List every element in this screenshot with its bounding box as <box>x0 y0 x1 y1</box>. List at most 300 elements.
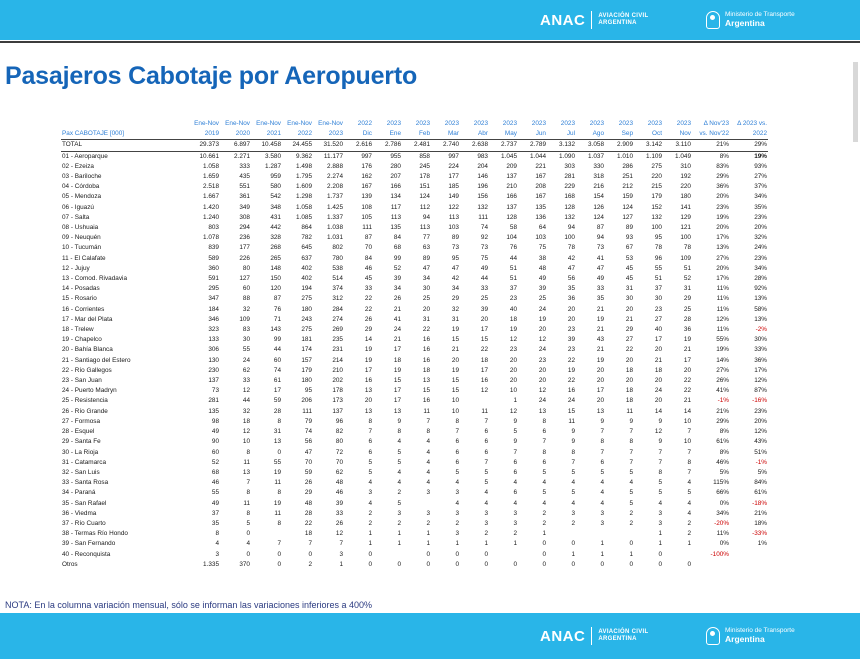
table-cell: 2 <box>513 530 517 538</box>
table-cell: 32% <box>754 234 767 242</box>
table-cell: 9 <box>513 417 517 425</box>
table-cell: 20 <box>596 366 604 374</box>
table-cell: 58 <box>509 224 517 232</box>
table-cell: 214 <box>332 356 343 364</box>
table-cell: 168 <box>564 193 575 201</box>
table-cell: 47 <box>422 264 430 272</box>
table-cell: 89 <box>625 224 633 232</box>
table-cell: 3 <box>484 509 488 517</box>
table-cell: 178 <box>419 173 430 181</box>
table-cell: 20 <box>538 366 546 374</box>
table-cell: 52 <box>211 458 219 466</box>
column-header: 2019 <box>204 130 219 138</box>
table-cell: 4 <box>368 479 372 487</box>
vertical-scrollbar[interactable] <box>853 62 858 142</box>
table-cell: 29.373 <box>189 140 220 151</box>
table-cell: 280 <box>390 162 401 170</box>
table-cell: 21% <box>716 407 729 415</box>
table-cell: 99 <box>273 336 281 344</box>
table-cell: 8 <box>629 438 633 446</box>
table-cell: 55 <box>242 346 250 354</box>
table-cell: 2.274 <box>327 173 343 181</box>
table-cell: 5 <box>397 448 401 456</box>
table-cell: 141 <box>680 203 691 211</box>
table-cell: 10 <box>683 417 691 425</box>
table-cell: 38 <box>538 254 546 262</box>
table-cell: 10.458 <box>251 140 282 151</box>
table-cell <box>460 396 489 406</box>
table-cell: 35% <box>754 203 767 211</box>
table-cell: 8 <box>542 448 546 456</box>
table-cell: 61% <box>754 489 767 497</box>
table-cell: 215 <box>651 183 662 191</box>
table-cell: 12 <box>538 387 546 395</box>
table-cell: 9 <box>600 417 604 425</box>
table-cell: 9 <box>397 417 401 425</box>
table-cell: 8 <box>542 417 546 425</box>
table-cell: 4 <box>215 540 219 548</box>
table-cell: 1 <box>426 530 430 538</box>
table-row <box>61 478 768 488</box>
table-cell: 2 <box>397 489 401 497</box>
table-cell: 23 <box>567 346 575 354</box>
table-cell: 4 <box>542 479 546 487</box>
table-cell: 35 <box>596 295 604 303</box>
table-cell: 45 <box>625 275 633 283</box>
table-cell: 9 <box>629 417 633 425</box>
table-cell: 538 <box>332 264 343 272</box>
table-cell: 19 <box>538 315 546 323</box>
table-cell: 2.789 <box>518 140 547 151</box>
table-cell: 780 <box>332 254 343 262</box>
table-cell: 21 <box>393 336 401 344</box>
table-cell: 18 <box>509 315 517 323</box>
table-cell: 58% <box>754 305 767 313</box>
table-row <box>61 356 768 366</box>
table-cell: 7 <box>629 448 633 456</box>
table-cell: 113 <box>390 213 401 221</box>
table-cell: 6 <box>484 428 488 436</box>
table-cell: 1.335 <box>203 560 219 568</box>
table-cell: 18 <box>625 366 633 374</box>
table-cell: 1 <box>368 540 372 548</box>
column-header: May <box>504 130 517 138</box>
table-cell: 143 <box>270 326 281 334</box>
table-cell: 864 <box>301 224 312 232</box>
table-cell: 20 <box>538 377 546 385</box>
table-cell: 0 <box>455 560 459 568</box>
table-cell: 959 <box>270 173 281 181</box>
table-cell: 104 <box>506 234 517 242</box>
table-cell: 13 <box>242 468 250 476</box>
table-cell: 10 <box>451 407 459 415</box>
table-cell: 274 <box>332 315 343 323</box>
table-cell: 5 <box>571 468 575 476</box>
table-cell: 0 <box>368 550 372 558</box>
table-cell: 21 <box>393 305 401 313</box>
table-cell: 3 <box>455 530 459 538</box>
ministry-text <box>725 11 795 29</box>
table-cell: 5 <box>513 428 517 436</box>
table-cell: 111 <box>478 213 488 221</box>
table-cell <box>373 550 402 560</box>
table-cell: 1 <box>513 397 517 405</box>
table-cell: 2 <box>571 519 575 527</box>
table-cell: 22 <box>304 519 312 527</box>
table-cell: 19 <box>451 326 459 334</box>
table-cell: 139 <box>361 193 372 201</box>
table-cell: 17 <box>393 397 401 405</box>
table-cell: 30 <box>242 336 250 344</box>
table-cell: 4 <box>484 489 488 497</box>
table-cell: 18 <box>422 366 430 374</box>
table-row <box>61 437 768 447</box>
table-cell: 210 <box>332 366 343 374</box>
table-cell: 42 <box>451 275 459 283</box>
column-header: 2023 <box>647 120 662 127</box>
footer-anac-logo <box>540 616 648 656</box>
airport-name-cell: 37 - Río Cuarto <box>62 519 106 527</box>
table-cell: 4 <box>687 509 691 517</box>
table-cell: 1.298 <box>296 193 312 201</box>
table-cell: 11 <box>243 499 250 507</box>
table-cell: 3 <box>658 509 662 517</box>
table-cell: 308 <box>239 213 250 221</box>
airport-name-cell: 02 - Ezeiza <box>62 162 94 170</box>
table-cell: 51 <box>654 275 662 283</box>
table-cell: 75 <box>480 254 488 262</box>
table-cell: 87 <box>273 295 281 303</box>
table-cell: 40 <box>654 326 662 334</box>
table-cell: 22 <box>364 295 372 303</box>
table-cell: 4 <box>687 499 691 507</box>
table-cell: 5 <box>368 458 372 466</box>
table-cell: 80 <box>335 438 343 446</box>
table-row <box>61 172 768 182</box>
table-cell: 15 <box>451 387 459 395</box>
table-cell: 41% <box>716 387 729 395</box>
table-cell: 87 <box>364 234 372 242</box>
table-cell: 1.795 <box>296 173 312 181</box>
table-cell: 20 <box>509 366 517 374</box>
table-cell: 181 <box>301 336 312 344</box>
table-cell: 63 <box>422 244 430 252</box>
table-row <box>61 458 768 468</box>
bottom-banner <box>0 613 860 659</box>
airport-name-cell: 03 - Bariloche <box>62 173 102 181</box>
table-cell: 1.085 <box>296 213 312 221</box>
table-cell: 5 <box>246 519 250 527</box>
coat-of-arms-icon <box>706 11 720 29</box>
table-cell: 22 <box>480 346 488 354</box>
table-cell: 80 <box>242 264 250 272</box>
table-cell: 7 <box>571 458 575 466</box>
table-cell: 1.037 <box>588 152 604 160</box>
airport-name-cell: 27 - Formosa <box>62 417 101 425</box>
table-cell: 21 <box>625 315 633 323</box>
table-cell: 3 <box>339 550 343 558</box>
table-cell: 47 <box>596 264 604 272</box>
table-cell: -18% <box>752 499 767 507</box>
table-cell: 5% <box>719 468 729 476</box>
table-cell: 49 <box>480 264 488 272</box>
table-cell: 3.580 <box>265 152 281 160</box>
table-cell: 1.049 <box>675 152 691 160</box>
table-cell: 3 <box>658 519 662 527</box>
table-cell: 28 <box>273 407 281 415</box>
table-cell: 6 <box>600 458 604 466</box>
table-cell: 33 <box>242 377 250 385</box>
table-cell: 167 <box>361 183 372 191</box>
table-cell: 3.132 <box>547 140 576 151</box>
header-divider <box>0 41 860 43</box>
table-cell: 5% <box>757 468 767 476</box>
table-cell: 983 <box>477 152 488 160</box>
airport-name-cell: 06 - Iguazú <box>62 203 94 211</box>
column-header: Ene-Nov <box>194 120 219 127</box>
table-cell: 17 <box>596 387 604 395</box>
footer-ministry-line1: Ministerio de Transporte <box>725 627 795 634</box>
table-cell: 15 <box>567 407 575 415</box>
table-cell: 1.498 <box>296 162 312 170</box>
table-cell: 269 <box>332 326 343 334</box>
table-cell: 3 <box>513 519 517 527</box>
table-cell: 24% <box>754 244 767 252</box>
table-cell: 29 <box>451 295 459 303</box>
table-cell: 6 <box>513 489 517 497</box>
table-cell: 74 <box>480 224 488 232</box>
table-row <box>61 519 768 529</box>
table-cell: 1 <box>629 550 633 558</box>
table-cell: 36% <box>716 183 729 191</box>
table-cell: 19% <box>754 152 767 160</box>
table-cell: 49 <box>211 428 219 436</box>
table-cell: 1.287 <box>265 162 281 170</box>
table-cell: 8 <box>571 448 575 456</box>
table-cell: 23% <box>754 213 767 221</box>
footer-ministry-text <box>725 627 795 645</box>
table-cell: 12 <box>509 336 517 344</box>
table-cell: 310 <box>680 162 691 170</box>
table-cell: 2.740 <box>431 140 460 151</box>
table-cell: 76 <box>509 244 517 252</box>
table-cell: 103 <box>535 234 546 242</box>
table-cell: 275 <box>301 295 312 303</box>
table-cell: 55 <box>654 264 662 272</box>
table-cell: 2 <box>426 519 430 527</box>
table-cell: 1.010 <box>617 152 633 160</box>
table-cell: 55% <box>716 336 729 344</box>
table-cell: 17% <box>754 366 767 374</box>
table-row <box>61 182 768 192</box>
table-cell: 3.110 <box>663 140 692 151</box>
table-cell: 35 <box>211 519 219 527</box>
table-cell: 60 <box>211 448 219 456</box>
table-cell: 4 <box>513 479 517 487</box>
table-cell: 44 <box>480 275 488 283</box>
table-cell: 589 <box>208 254 219 262</box>
table-cell: 11 <box>243 458 250 466</box>
table-cell: 49 <box>596 275 604 283</box>
column-header: Sep <box>621 130 633 138</box>
table-cell: 22 <box>625 346 633 354</box>
table-cell: 17 <box>683 356 691 364</box>
table-cell: 48 <box>304 499 312 507</box>
table-cell: 43% <box>754 438 767 446</box>
table-cell: 0 <box>542 540 546 548</box>
table-cell: 333 <box>239 162 250 170</box>
table-cell: 45 <box>364 275 372 283</box>
column-header: Abr <box>478 130 488 138</box>
table-cell: 1.240 <box>203 213 219 221</box>
airport-name-cell: Otros <box>62 560 78 568</box>
table-cell: 82 <box>335 428 343 436</box>
column-header: 2021 <box>266 130 281 138</box>
table-cell: 20 <box>654 377 662 385</box>
table-cell: 1 <box>339 560 343 568</box>
table-cell: 134 <box>390 193 401 201</box>
column-header: 2023 <box>444 120 459 127</box>
table-cell: 2 <box>308 560 312 568</box>
table-cell: 72 <box>335 448 343 456</box>
table-cell: 2 <box>455 519 459 527</box>
table-cell: 275 <box>651 162 662 170</box>
table-cell: 17 <box>654 336 662 344</box>
table-cell: 21 <box>683 397 691 405</box>
table-cell: 8% <box>719 428 729 436</box>
table-cell: 7 <box>277 540 281 548</box>
table-cell: 52 <box>393 264 401 272</box>
table-cell: 20 <box>596 377 604 385</box>
table-cell: 2.208 <box>327 183 343 191</box>
table-cell: 89 <box>422 254 430 262</box>
table-cell: 229 <box>564 183 575 191</box>
table-cell: 0 <box>426 560 430 568</box>
table-cell: 31 <box>422 315 430 323</box>
table-cell: -1% <box>717 397 729 405</box>
table-cell: 1 <box>658 530 662 538</box>
table-cell: 16 <box>567 387 575 395</box>
table-cell: 8% <box>719 152 729 160</box>
table-cell: 94 <box>422 213 430 221</box>
table-cell: 1.031 <box>327 234 343 242</box>
table-cell: 20 <box>654 397 662 405</box>
table-cell: -16% <box>752 397 767 405</box>
table-cell: 220 <box>680 183 691 191</box>
table-cell: 1 <box>687 540 691 548</box>
table-row <box>61 417 768 427</box>
table-cell: 62 <box>242 366 250 374</box>
airport-name-cell: 28 - Esquel <box>62 428 95 436</box>
table-cell: 1.038 <box>327 224 343 232</box>
table-cell: 126 <box>593 203 604 211</box>
table-cell: 5 <box>571 489 575 497</box>
table-cell: 0 <box>571 560 575 568</box>
airport-name-cell: 08 - Ushuaia <box>62 224 99 232</box>
table-cell: 7 <box>687 468 691 476</box>
table-cell: 56 <box>567 275 575 283</box>
anac-logo-text: ANAC <box>540 11 586 29</box>
table-cell: 11% <box>716 305 729 313</box>
table-cell: 5 <box>542 489 546 497</box>
column-header: Ene-Nov <box>256 120 281 127</box>
table-cell: 130 <box>208 356 219 364</box>
table-cell: 2 <box>368 519 372 527</box>
table-cell: 0 <box>542 550 546 558</box>
table-cell: 108 <box>361 203 372 211</box>
table-cell: 20 <box>480 315 488 323</box>
table-cell: 9.362 <box>296 152 312 160</box>
column-header: Jul <box>566 130 575 138</box>
table-cell: 6.897 <box>220 140 251 151</box>
table-cell: 35 <box>567 285 575 293</box>
column-header: 2020 <box>235 130 250 138</box>
table-cell: 100 <box>564 234 575 242</box>
table-cell: 1 <box>455 540 459 548</box>
top-banner <box>0 0 860 40</box>
table-cell: 8 <box>246 489 250 497</box>
table-cell: 6 <box>513 458 517 466</box>
airport-name-cell: 21 - Santiago del Estero <box>62 356 131 364</box>
airport-name-cell: 07 - Salta <box>62 213 90 221</box>
table-cell: 0 <box>277 448 281 456</box>
table-cell: 1.109 <box>646 152 662 160</box>
table-cell: 1.609 <box>296 183 312 191</box>
table-cell: 95 <box>451 254 459 262</box>
table-cell: 370 <box>239 560 250 568</box>
table-cell: 318 <box>593 173 604 181</box>
table-cell: 0 <box>246 530 250 538</box>
column-header: 2023 <box>531 120 546 127</box>
table-cell: 14 <box>364 336 372 344</box>
table-cell: 115% <box>713 479 729 487</box>
table-cell: 100 <box>651 224 662 232</box>
table-cell: 10 <box>509 387 517 395</box>
table-cell: 4 <box>397 468 401 476</box>
table-row <box>61 243 768 253</box>
table-cell: 2.638 <box>460 140 489 151</box>
table-cell: 32 <box>451 305 459 313</box>
table-cell: 7 <box>455 428 459 436</box>
table-cell: 113 <box>448 213 459 221</box>
table-cell: 59 <box>304 468 312 476</box>
table-cell: 4 <box>687 479 691 487</box>
table-cell: 48 <box>335 479 343 487</box>
table-cell: 33 <box>335 509 343 517</box>
table-cell: 17 <box>480 326 488 334</box>
column-header: 2022 <box>357 120 372 127</box>
table-cell: 11 <box>626 407 633 415</box>
table-cell: 1.090 <box>559 152 575 160</box>
column-header: Dic <box>362 130 372 138</box>
column-header: 2022 <box>752 130 767 138</box>
table-cell: 18 <box>625 387 633 395</box>
table-cell: 26 <box>304 479 312 487</box>
table-cell: 1 <box>426 540 430 548</box>
table-cell: 40 <box>509 305 517 313</box>
table-cell: 202 <box>332 377 343 385</box>
table-cell: 16 <box>422 346 430 354</box>
table-cell: 44 <box>242 397 250 405</box>
table-cell <box>251 529 282 539</box>
table-cell: 13 <box>364 407 372 415</box>
table-cell: 20 <box>683 366 691 374</box>
table-cell: 19 <box>596 356 604 364</box>
table-cell: 6 <box>484 438 488 446</box>
table-cell: 1.058 <box>296 203 312 211</box>
table-cell: 176 <box>361 162 372 170</box>
table-cell: 11% <box>716 530 729 538</box>
